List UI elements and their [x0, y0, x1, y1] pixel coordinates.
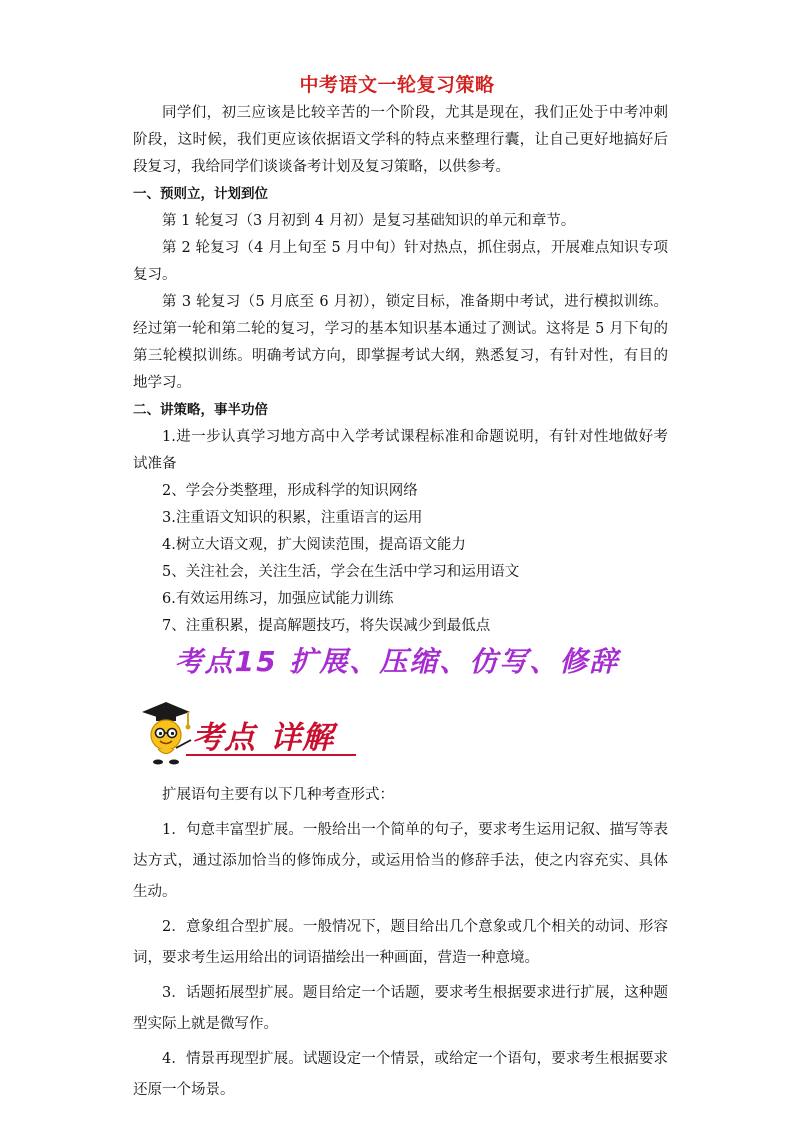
section2-item: 6.有效运用练习，加强应试能力训练	[162, 591, 394, 607]
section1-item: 第 3 轮复习（5 月底至 6 月初），锁定目标，准备期中考试，进行模拟训练。经过第一轮和第二轮的复习，学习的基本知识基本通过了测试。这将是 5 月下旬的第三轮模拟训练。明确考试方向，即掌握考试大纲，熟悉复习，有针对性，有目的地学习。	[133, 294, 668, 391]
section2-heading: 二、讲策略，事半功倍	[133, 402, 268, 418]
section1-item: 第 1 轮复习（3 月初到 4 月初）是复习基础知识的单元和章节。	[162, 213, 576, 229]
section2-item: 1.进一步认真学习地方高中入学考试课程标准和命题说明，有针对性地做好考试准备	[133, 429, 668, 472]
expansion-section	[133, 780, 668, 1110]
expansion-item: 3．话题拓展型扩展。题目给定一个话题，要求考生根据要求进行扩展，这种题型实际上就是微写作。	[133, 985, 668, 1032]
topic-title: 考点15 扩展、压缩、仿写、修辞	[174, 645, 620, 678]
strategy-section	[133, 100, 668, 640]
kaodian-banner	[136, 698, 376, 768]
expansion-item: 1．句意丰富型扩展。一般给出一个简单的句子，要求考生运用记叙、描写等表达方式，通过添加恰当的修饰成分，或运用恰当的修辞手法，使之内容充实、具体生动。	[133, 822, 668, 900]
banner-word-kaodian: 考点	[192, 720, 256, 756]
section2-item: 2、学会分类整理，形成科学的知识网络	[162, 483, 418, 499]
intro-paragraph: 同学们，初三应该是比较辛苦的一个阶段，尤其是现在，我们正处于中考冲刺阶段，这时候，我们更应该依据语文学科的特点来整理行囊，让自己更好地搞好后段复习，我给同学们谈谈备考计划及复习策略，以供参考。	[133, 105, 668, 175]
section2-item: 7、注重积累，提高解题技巧，将失误减少到最低点	[162, 618, 491, 634]
section2-item: 5、关注社会，关注生活，学会在生活中学习和运用语文	[162, 564, 520, 580]
banner-word-xiangjie: 详解	[270, 720, 334, 756]
section2-item: 4.树立大语文观，扩大阅读范围，提高语文能力	[162, 537, 466, 553]
section1-heading: 一、预则立，计划到位	[133, 186, 268, 202]
section1-item: 第 2 轮复习（4 月上旬至 5 月中旬）针对热点，抓住弱点，开展难点知识专项复习。	[133, 240, 668, 283]
section2-item: 3.注重语文知识的积累，注重语言的运用	[162, 510, 423, 526]
banner-title	[192, 712, 334, 757]
expansion-item: 2．意象组合型扩展。一般情况下，题目给出几个意象或几个相关的动词、形容词，要求考生运用给出的词语描绘出一种画面，营造一种意境。	[133, 919, 668, 966]
banner-underline	[186, 754, 356, 756]
document-title: 中考语文一轮复习策略	[299, 74, 495, 96]
expansion-intro: 扩展语句主要有以下几种考查形式：	[162, 787, 394, 803]
graduation-cap-mascot-icon	[136, 698, 196, 768]
expansion-item: 4．情景再现型扩展。试题设定一个情景，或给定一个语句，要求考生根据要求还原一个场景。	[133, 1051, 668, 1098]
